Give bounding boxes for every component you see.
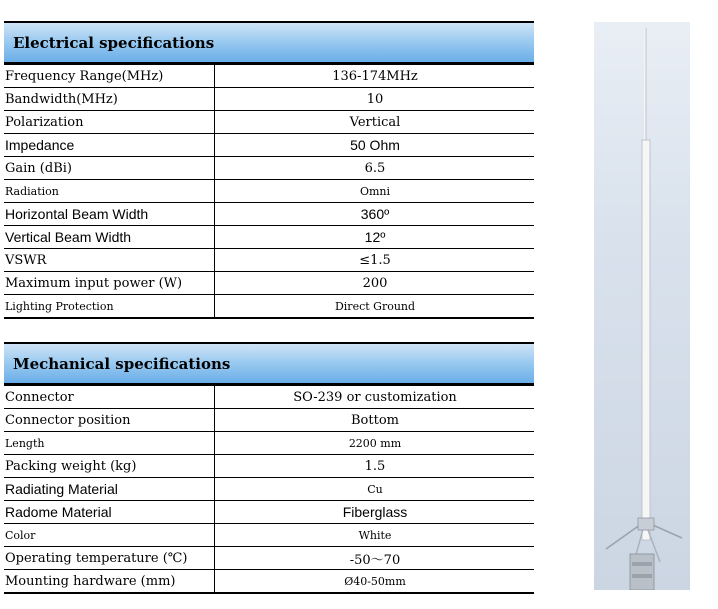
spec-label: Radiation bbox=[4, 180, 215, 203]
spec-label: Color bbox=[4, 524, 215, 547]
spec-value: ≤1.5 bbox=[215, 249, 535, 272]
spec-value: 6.5 bbox=[215, 157, 535, 180]
spec-value: -50～70 bbox=[215, 547, 535, 570]
spec-value: Ø40-50mm bbox=[215, 570, 535, 594]
spec-label: Radiating Material bbox=[4, 478, 215, 501]
spec-label: Maximum input power (W) bbox=[4, 272, 215, 295]
spec-label: Mounting hardware (mm) bbox=[4, 570, 215, 594]
spec-row bbox=[4, 249, 534, 272]
spec-row bbox=[4, 455, 534, 478]
spec-label: Packing weight (kg) bbox=[4, 455, 215, 478]
spec-value: 10 bbox=[215, 88, 535, 111]
electrical-specs-title: Electrical specifications bbox=[4, 21, 534, 65]
spec-row bbox=[4, 65, 534, 88]
spec-label: Gain (dBi) bbox=[4, 157, 215, 180]
spec-row bbox=[4, 570, 534, 594]
antenna-icon bbox=[594, 22, 690, 590]
spec-row bbox=[4, 501, 534, 524]
spec-row bbox=[4, 478, 534, 501]
spec-row bbox=[4, 226, 534, 249]
spec-label: VSWR bbox=[4, 249, 215, 272]
spec-row bbox=[4, 157, 534, 180]
spec-value: White bbox=[215, 524, 535, 547]
spec-label: Lighting Protection bbox=[4, 295, 215, 319]
spec-row bbox=[4, 524, 534, 547]
spec-value: 12º bbox=[215, 226, 535, 249]
mechanical-specs-title: Mechanical specifications bbox=[4, 342, 534, 386]
mechanical-specs-section bbox=[4, 342, 534, 594]
spec-row bbox=[4, 272, 534, 295]
spec-value: Fiberglass bbox=[215, 501, 535, 524]
spec-value: Cu bbox=[215, 478, 535, 501]
electrical-specs-table bbox=[4, 65, 534, 319]
spec-row bbox=[4, 180, 534, 203]
spec-row bbox=[4, 409, 534, 432]
spec-label: Horizontal Beam Width bbox=[4, 203, 215, 226]
spec-row bbox=[4, 111, 534, 134]
spec-label: Polarization bbox=[4, 111, 215, 134]
mechanical-specs-table bbox=[4, 386, 534, 594]
spec-value: Direct Ground bbox=[215, 295, 535, 319]
spec-label: Vertical Beam Width bbox=[4, 226, 215, 249]
spec-row bbox=[4, 432, 534, 455]
spec-value: Bottom bbox=[215, 409, 535, 432]
spec-value: 136-174MHz bbox=[215, 65, 535, 88]
spec-label: Length bbox=[4, 432, 215, 455]
spec-value: Vertical bbox=[215, 111, 535, 134]
spec-value: 2200 mm bbox=[215, 432, 535, 455]
electrical-specs-section bbox=[4, 21, 534, 319]
spec-label: Impedance bbox=[4, 134, 215, 157]
spec-value: Omni bbox=[215, 180, 535, 203]
spec-value: 360º bbox=[215, 203, 535, 226]
spec-label: Operating temperature (℃) bbox=[4, 547, 215, 570]
spec-value: 50 Ohm bbox=[215, 134, 535, 157]
spec-value: 200 bbox=[215, 272, 535, 295]
spec-label: Bandwidth(MHz) bbox=[4, 88, 215, 111]
spec-row bbox=[4, 547, 534, 570]
spec-label: Connector position bbox=[4, 409, 215, 432]
antenna-photo bbox=[594, 22, 690, 590]
spec-label: Radome Material bbox=[4, 501, 215, 524]
spec-value: SO-239 or customization bbox=[215, 386, 535, 409]
spec-label: Frequency Range(MHz) bbox=[4, 65, 215, 88]
spec-row bbox=[4, 386, 534, 409]
spec-row bbox=[4, 88, 534, 111]
spec-row bbox=[4, 295, 534, 319]
spec-value: 1.5 bbox=[215, 455, 535, 478]
spec-row bbox=[4, 203, 534, 226]
spec-row bbox=[4, 134, 534, 157]
spec-label: Connector bbox=[4, 386, 215, 409]
